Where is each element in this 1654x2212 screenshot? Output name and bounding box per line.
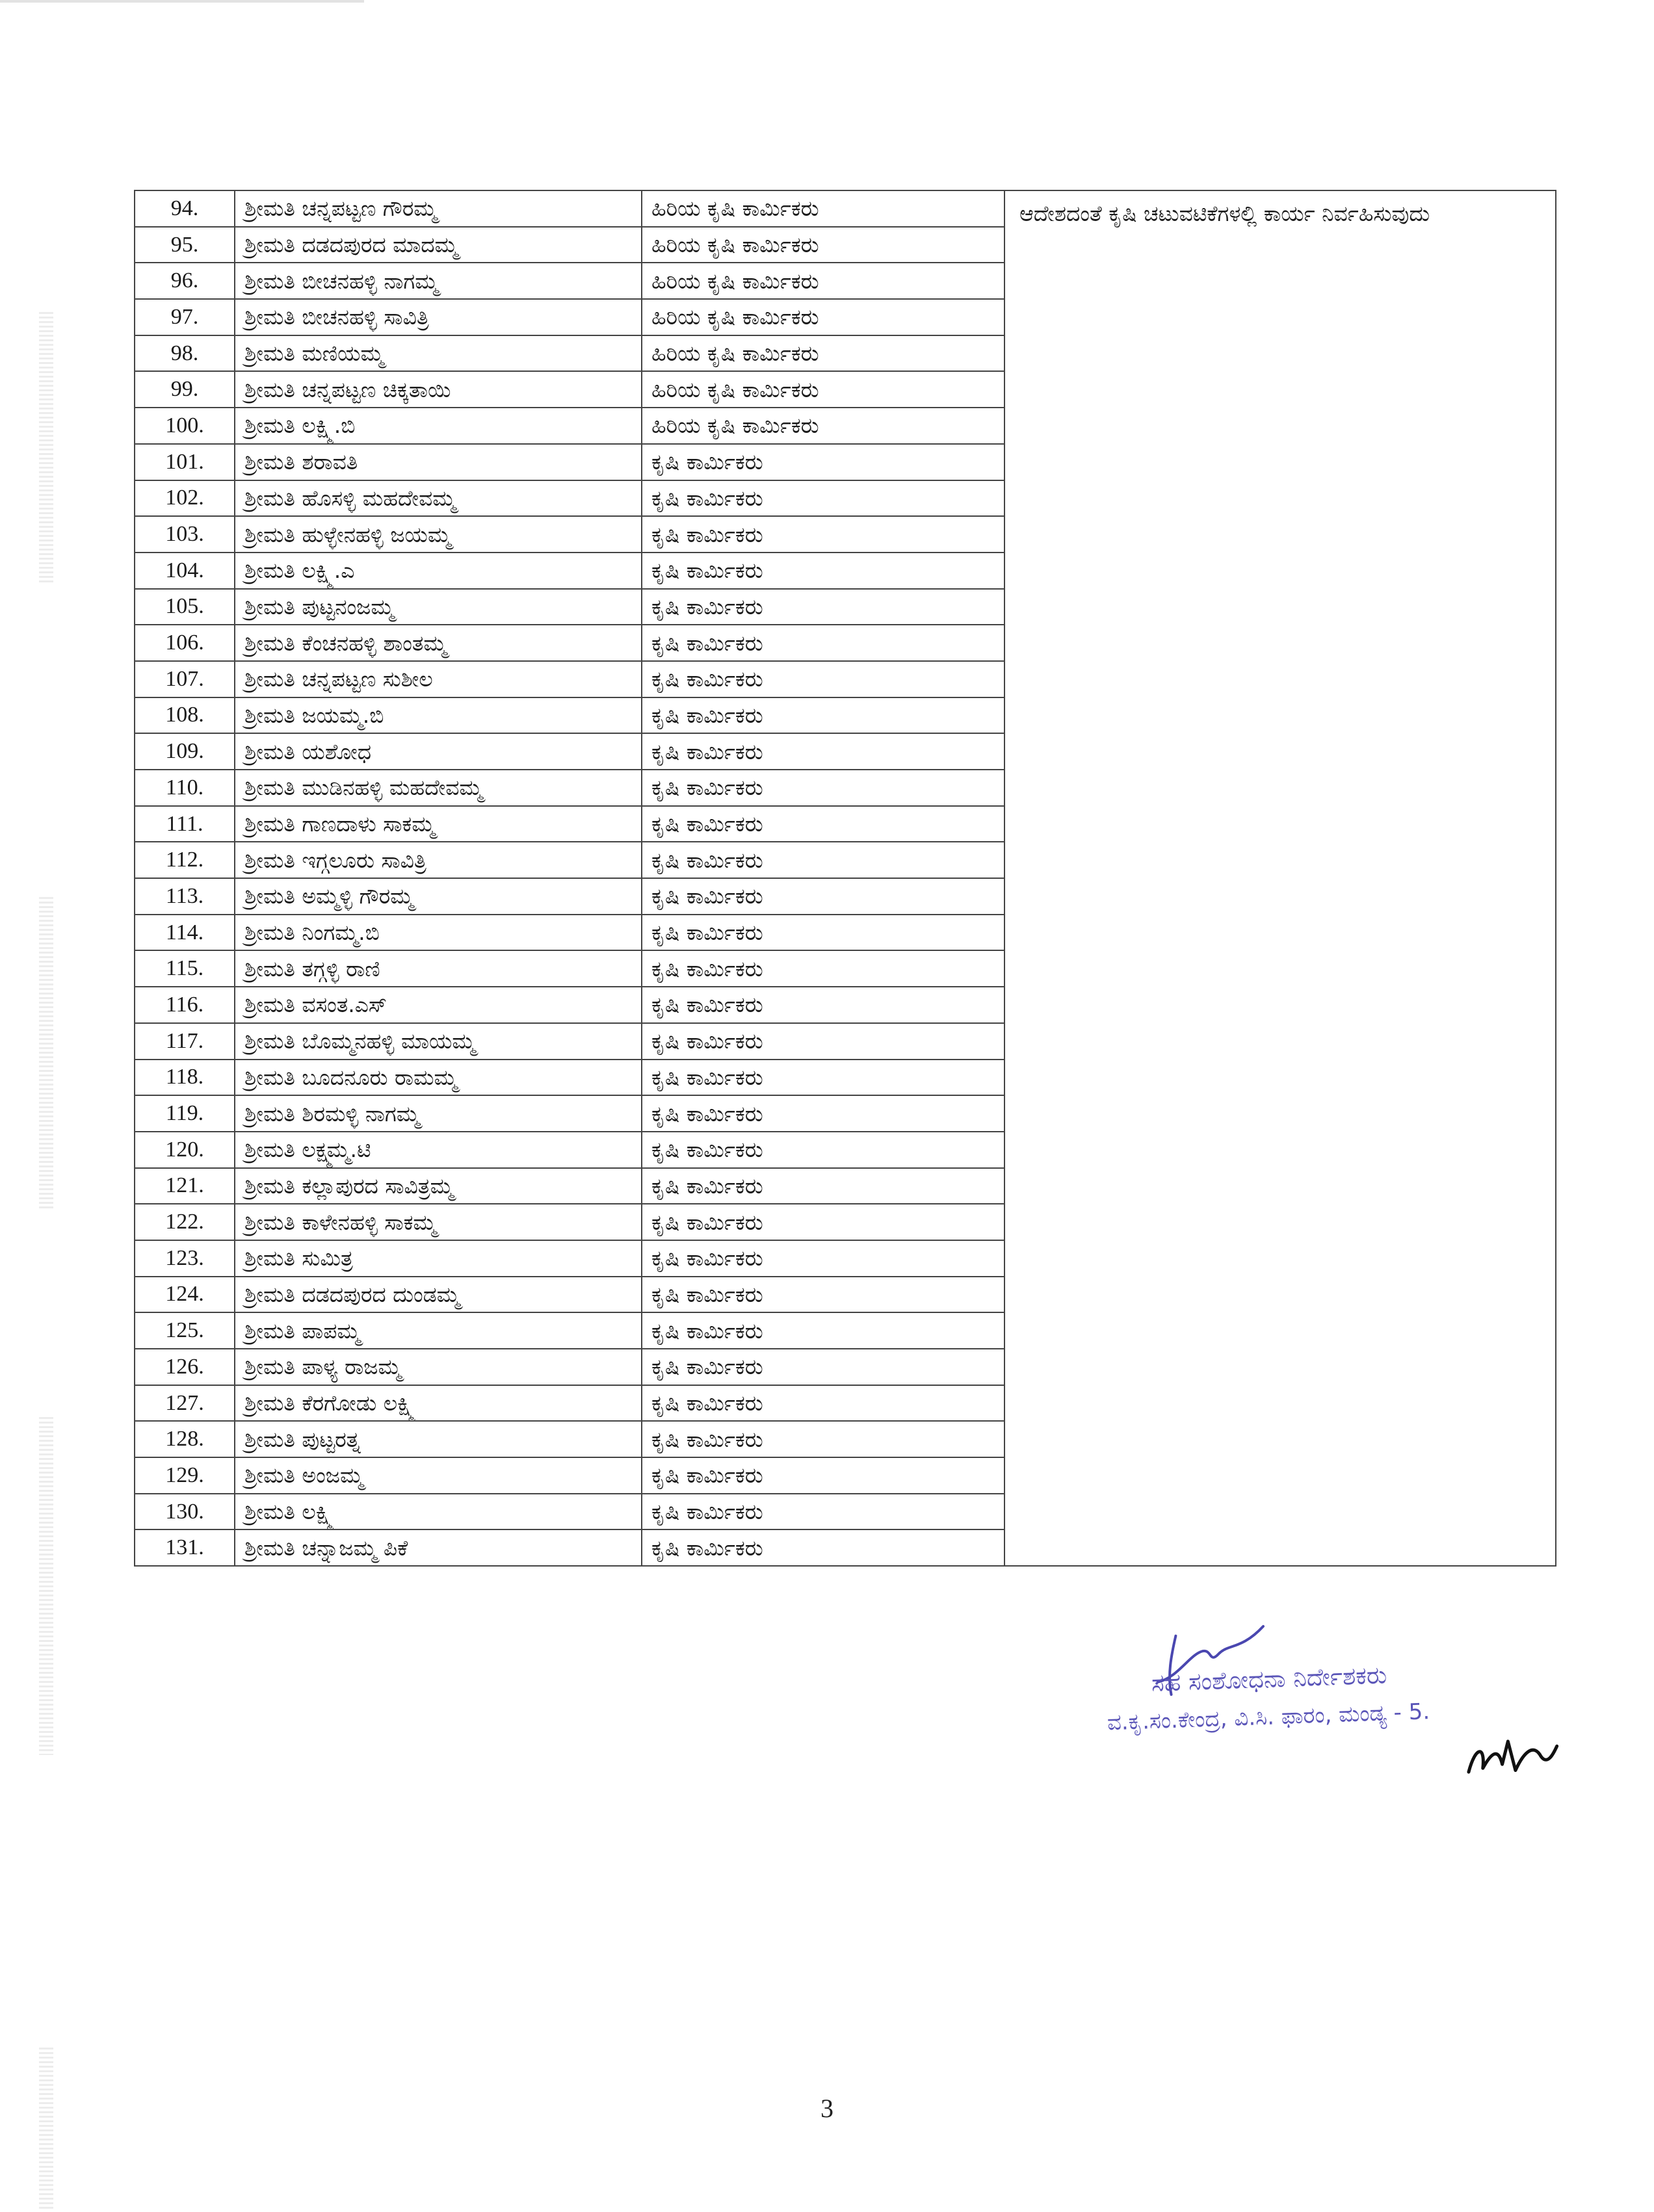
staff-name-cell: ಶ್ರೀಮತಿ ಪುಟ್ಟರತ್ನ xyxy=(235,1421,642,1457)
designation-cell: ಕೃಷಿ ಕಾರ್ಮಿಕರು xyxy=(642,1240,1004,1277)
designation-cell: ಕೃಷಿ ಕಾರ್ಮಿಕರು xyxy=(642,516,1004,553)
table-row xyxy=(135,190,1556,227)
serial-number-cell: 122. xyxy=(135,1204,235,1240)
designation-cell: ಹಿರಿಯ ಕೃಷಿ ಕಾರ್ಮಿಕರು xyxy=(642,335,1004,372)
serial-number-cell: 117. xyxy=(135,1023,235,1060)
scan-margin-artifact xyxy=(39,312,53,585)
serial-number-cell: 128. xyxy=(135,1421,235,1457)
serial-number-cell: 114. xyxy=(135,915,235,951)
designation-cell: ಕೃಷಿ ಕಾರ್ಮಿಕರು xyxy=(642,733,1004,770)
designation-cell: ಹಿರಿಯ ಕೃಷಿ ಕಾರ್ಮಿಕರು xyxy=(642,371,1004,408)
designation-cell: ಹಿರಿಯ ಕೃಷಿ ಕಾರ್ಮಿಕರು xyxy=(642,227,1004,263)
serial-number-cell: 106. xyxy=(135,625,235,661)
staff-name-cell: ಶ್ರೀಮತಿ ಶಿರಮಳ್ಳಿ ನಾಗಮ್ಮ xyxy=(235,1095,642,1132)
serial-number-cell: 97. xyxy=(135,299,235,335)
designation-cell: ಹಿರಿಯ ಕೃಷಿ ಕಾರ್ಮಿಕರು xyxy=(642,299,1004,335)
designation-cell: ಹಿರಿಯ ಕೃಷಿ ಕಾರ್ಮಿಕರು xyxy=(642,190,1004,227)
staff-assignment-table xyxy=(134,190,1556,1567)
serial-number-cell: 111. xyxy=(135,806,235,842)
designation-cell: ಕೃಷಿ ಕಾರ್ಮಿಕರು xyxy=(642,480,1004,517)
scan-margin-artifact xyxy=(39,2048,53,2210)
staff-name-cell: ಶ್ರೀಮತಿ ಶರಾವತಿ xyxy=(235,444,642,480)
serial-number-cell: 131. xyxy=(135,1529,235,1566)
staff-name-cell: ಶ್ರೀಮತಿ ಮಣಿಯಮ್ಮ xyxy=(235,335,642,372)
staff-name-cell: ಶ್ರೀಮತಿ ಲಕ್ಷ್ಮಿ.ಬಿ xyxy=(235,408,642,444)
designation-cell: ಕೃಷಿ ಕಾರ್ಮಿಕರು xyxy=(642,1312,1004,1349)
designation-cell: ಕೃಷಿ ಕಾರ್ಮಿಕರು xyxy=(642,1457,1004,1494)
serial-number-cell: 126. xyxy=(135,1349,235,1385)
staff-name-cell: ಶ್ರೀಮತಿ ಲಕ್ಷ್ಮಿ.ಎ xyxy=(235,553,642,589)
staff-name-cell: ಶ್ರೀಮತಿ ಬೀಚನಹಳ್ಳಿ ನಾಗಮ್ಮ xyxy=(235,263,642,299)
staff-name-cell: ಶ್ರೀಮತಿ ಅಮ್ಮಳ್ಳಿ ಗೌರಮ್ಮ xyxy=(235,878,642,915)
designation-cell: ಕೃಷಿ ಕಾರ್ಮಿಕರು xyxy=(642,770,1004,806)
staff-name-cell: ಶ್ರೀಮತಿ ಅಂಜಮ್ಮ xyxy=(235,1457,642,1494)
serial-number-cell: 127. xyxy=(135,1385,235,1422)
office-stamp xyxy=(1105,1658,1495,1736)
stamp-address: ವ.ಕೃ.ಸಂ.ಕೇಂದ್ರ, ವಿ.ಸಿ. ಫಾರಂ, ಮಂಡ್ಯ - 5. xyxy=(1107,1698,1430,1736)
staff-name-cell: ಶ್ರೀಮತಿ ಮುಡಿನಹಳ್ಳಿ ಮಹದೇವಮ್ಮ xyxy=(235,770,642,806)
designation-cell: ಕೃಷಿ ಕಾರ್ಮಿಕರು xyxy=(642,1060,1004,1096)
staff-name-cell: ಶ್ರೀಮತಿ ಕೆರಗೋಡು ಲಕ್ಷ್ಮಿ xyxy=(235,1385,642,1422)
serial-number-cell: 103. xyxy=(135,516,235,553)
remarks-cell: ಆದೇಶದಂತೆ ಕೃಷಿ ಚಟುವಟಿಕೆಗಳಲ್ಲಿ ಕಾರ್ಯ ನಿರ್ವಹಿಸುವುದು xyxy=(1004,190,1556,1566)
staff-name-cell: ಶ್ರೀಮತಿ ಹುಳ್ಳೇನಹಳ್ಳಿ ಜಯಮ್ಮ xyxy=(235,516,642,553)
staff-name-cell: ಶ್ರೀಮತಿ ಜಯಮ್ಮ.ಬಿ xyxy=(235,697,642,734)
staff-name-cell: ಶ್ರೀಮತಿ ಚನ್ನಪಟ್ಟಣ ಸುಶೀಲ xyxy=(235,661,642,697)
stamp-designation: ಸಹ ಸಂಶೋಧನಾ ನಿರ್ದೇಶಕರು xyxy=(1151,1661,1387,1698)
scan-margin-artifact xyxy=(39,1417,53,1755)
serial-number-cell: 124. xyxy=(135,1277,235,1313)
staff-name-cell: ಶ್ರೀಮತಿ ವಸಂತ.ಎಸ್ xyxy=(235,987,642,1023)
serial-number-cell: 107. xyxy=(135,661,235,697)
scan-margin-artifact xyxy=(39,897,53,1209)
serial-number-cell: 104. xyxy=(135,553,235,589)
serial-number-cell: 120. xyxy=(135,1132,235,1168)
staff-name-cell: ಶ್ರೀಮತಿ ಕೆಂಚನಹಳ್ಳಿ ಶಾಂತಮ್ಮ xyxy=(235,625,642,661)
designation-cell: ಕೃಷಿ ಕಾರ್ಮಿಕರು xyxy=(642,1277,1004,1313)
designation-cell: ಕೃಷಿ ಕಾರ್ಮಿಕರು xyxy=(642,589,1004,625)
serial-number-cell: 95. xyxy=(135,227,235,263)
designation-cell: ಕೃಷಿ ಕಾರ್ಮಿಕರು xyxy=(642,1529,1004,1566)
designation-cell: ಕೃಷಿ ಕಾರ್ಮಿಕರು xyxy=(642,1204,1004,1240)
staff-name-cell: ಶ್ರೀಮತಿ ಯಶೋಧ xyxy=(235,733,642,770)
designation-cell: ಹಿರಿಯ ಕೃಷಿ ಕಾರ್ಮಿಕರು xyxy=(642,408,1004,444)
serial-number-cell: 125. xyxy=(135,1312,235,1349)
staff-name-cell: ಶ್ರೀಮತಿ ನಿಂಗಮ್ಮ.ಬಿ xyxy=(235,915,642,951)
designation-cell: ಕೃಷಿ ಕಾರ್ಮಿಕರು xyxy=(642,661,1004,697)
designation-cell: ಕೃಷಿ ಕಾರ್ಮಿಕರು xyxy=(642,806,1004,842)
designation-cell: ಕೃಷಿ ಕಾರ್ಮಿಕರು xyxy=(642,1095,1004,1132)
initials-signature xyxy=(1462,1730,1562,1785)
designation-cell: ಕೃಷಿ ಕಾರ್ಮಿಕರು xyxy=(642,1023,1004,1060)
staff-name-cell: ಶ್ರೀಮತಿ ದಡದಪುರದ ದುಂಡಮ್ಮ xyxy=(235,1277,642,1313)
designation-cell: ಕೃಷಿ ಕಾರ್ಮಿಕರು xyxy=(642,553,1004,589)
designation-cell: ಕೃಷಿ ಕಾರ್ಮಿಕರು xyxy=(642,915,1004,951)
serial-number-cell: 118. xyxy=(135,1060,235,1096)
table-body xyxy=(135,190,1556,1566)
designation-cell: ಕೃಷಿ ಕಾರ್ಮಿಕರು xyxy=(642,697,1004,734)
serial-number-cell: 129. xyxy=(135,1457,235,1494)
staff-name-cell: ಶ್ರೀಮತಿ ಚನ್ನಪಟ್ಟಣ ಗೌರಮ್ಮ xyxy=(235,190,642,227)
staff-name-cell: ಶ್ರೀಮತಿ ಇಗ್ಗಲೂರು ಸಾವಿತ್ರಿ xyxy=(235,842,642,878)
page-number: 3 xyxy=(820,2094,834,2123)
designation-cell: ಕೃಷಿ ಕಾರ್ಮಿಕರು xyxy=(642,987,1004,1023)
staff-name-cell: ಶ್ರೀಮತಿ ಬೂದನೂರು ರಾಮಮ್ಮ xyxy=(235,1060,642,1096)
serial-number-cell: 115. xyxy=(135,950,235,987)
staff-name-cell: ಶ್ರೀಮತಿ ಪಾಳ್ಯ ರಾಜಮ್ಮ xyxy=(235,1349,642,1385)
designation-cell: ಕೃಷಿ ಕಾರ್ಮಿಕರು xyxy=(642,1385,1004,1422)
serial-number-cell: 112. xyxy=(135,842,235,878)
staff-name-cell: ಶ್ರೀಮತಿ ಚನ್ನಪಟ್ಟಣ ಚಿಕ್ಕತಾಯಿ xyxy=(235,371,642,408)
serial-number-cell: 99. xyxy=(135,371,235,408)
staff-name-cell: ಶ್ರೀಮತಿ ಪಾಪಮ್ಮ xyxy=(235,1312,642,1349)
designation-cell: ಕೃಷಿ ಕಾರ್ಮಿಕರು xyxy=(642,842,1004,878)
staff-name-cell: ಶ್ರೀಮತಿ ದಡದಪುರದ ಮಾದಮ್ಮ xyxy=(235,227,642,263)
designation-cell: ಕೃಷಿ ಕಾರ್ಮಿಕರು xyxy=(642,1349,1004,1385)
staff-name-cell: ಶ್ರೀಮತಿ ಹೊಸಳ್ಳಿ ಮಹದೇವಮ್ಮ xyxy=(235,480,642,517)
serial-number-cell: 110. xyxy=(135,770,235,806)
designation-cell: ಕೃಷಿ ಕಾರ್ಮಿಕರು xyxy=(642,1494,1004,1530)
staff-name-cell: ಶ್ರೀಮತಿ ಸುಮಿತ್ರ xyxy=(235,1240,642,1277)
designation-cell: ಹಿರಿಯ ಕೃಷಿ ಕಾರ್ಮಿಕರು xyxy=(642,263,1004,299)
serial-number-cell: 100. xyxy=(135,408,235,444)
serial-number-cell: 94. xyxy=(135,190,235,227)
staff-name-cell: ಶ್ರೀಮತಿ ಲಕ್ಷ್ಮಿ xyxy=(235,1494,642,1530)
staff-name-cell: ಶ್ರೀಮತಿ ಕಲ್ಲಾಪುರದ ಸಾವಿತ್ರಮ್ಮ xyxy=(235,1168,642,1204)
staff-name-cell: ಶ್ರೀಮತಿ ಬೀಚನಹಳ್ಳಿ ಸಾವಿತ್ರಿ xyxy=(235,299,642,335)
serial-number-cell: 101. xyxy=(135,444,235,480)
serial-number-cell: 105. xyxy=(135,589,235,625)
serial-number-cell: 96. xyxy=(135,263,235,299)
serial-number-cell: 102. xyxy=(135,480,235,517)
staff-name-cell: ಶ್ರೀಮತಿ ಗಾಣದಾಳು ಸಾಕಮ್ಮ xyxy=(235,806,642,842)
serial-number-cell: 108. xyxy=(135,697,235,734)
staff-name-cell: ಶ್ರೀಮತಿ ತಗ್ಗಳ್ಳಿ ರಾಣಿ xyxy=(235,950,642,987)
designation-cell: ಕೃಷಿ ಕಾರ್ಮಿಕರು xyxy=(642,950,1004,987)
designation-cell: ಕೃಷಿ ಕಾರ್ಮಿಕರು xyxy=(642,1132,1004,1168)
serial-number-cell: 109. xyxy=(135,733,235,770)
designation-cell: ಕೃಷಿ ಕಾರ್ಮಿಕರು xyxy=(642,878,1004,915)
staff-name-cell: ಶ್ರೀಮತಿ ಪುಟ್ಟನಂಜಮ್ಮ xyxy=(235,589,642,625)
designation-cell: ಕೃಷಿ ಕಾರ್ಮಿಕರು xyxy=(642,444,1004,480)
serial-number-cell: 130. xyxy=(135,1494,235,1530)
serial-number-cell: 119. xyxy=(135,1095,235,1132)
serial-number-cell: 123. xyxy=(135,1240,235,1277)
serial-number-cell: 98. xyxy=(135,335,235,372)
designation-cell: ಕೃಷಿ ಕಾರ್ಮಿಕರು xyxy=(642,1421,1004,1457)
serial-number-cell: 116. xyxy=(135,987,235,1023)
designation-cell: ಕೃಷಿ ಕಾರ್ಮಿಕರು xyxy=(642,625,1004,661)
designation-cell: ಕೃಷಿ ಕಾರ್ಮಿಕರು xyxy=(642,1168,1004,1204)
staff-name-cell: ಶ್ರೀಮತಿ ಬೊಮ್ಮನಹಳ್ಳಿ ಮಾಯಮ್ಮ xyxy=(235,1023,642,1060)
serial-number-cell: 113. xyxy=(135,878,235,915)
staff-name-cell: ಶ್ರೀಮತಿ ಚನ್ನಾಜಮ್ಮ ಪಿಕೆ xyxy=(235,1529,642,1566)
scan-top-edge xyxy=(0,0,364,3)
staff-name-cell: ಶ್ರೀಮತಿ ಕಾಳೇನಹಳ್ಳಿ ಸಾಕಮ್ಮ xyxy=(235,1204,642,1240)
serial-number-cell: 121. xyxy=(135,1168,235,1204)
staff-name-cell: ಶ್ರೀಮತಿ ಲಕ್ಷ್ಮಮ್ಮ.ಟಿ xyxy=(235,1132,642,1168)
